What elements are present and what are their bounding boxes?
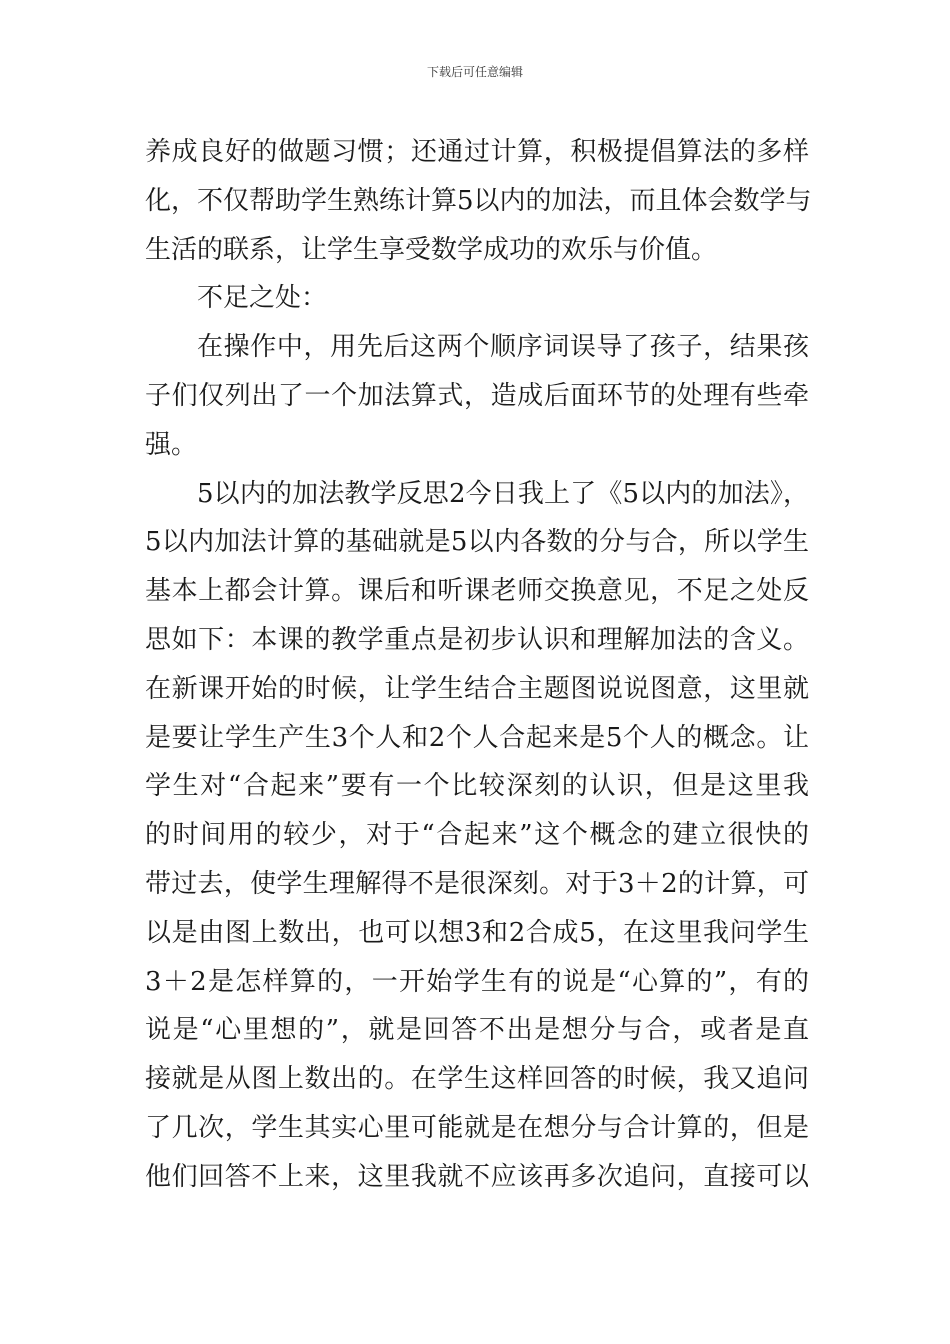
text-line: 在新课开始的时候，让学生结合主题图说说图意，这里就: [145, 673, 809, 704]
document-body: [145, 128, 812, 1202]
text-line: 不足之处：: [197, 283, 328, 314]
text-line: 化，不仅帮助学生熟练计算5以内的加法，而且体会数学与: [145, 185, 812, 216]
text-line: 学生对“合起来”要有一个比较深刻的认识，但是这里我: [145, 771, 809, 802]
text-line: 思如下：本课的教学重点是初步认识和理解加法的含义。: [145, 624, 809, 655]
text-line: 强。: [145, 429, 198, 460]
text-line: 接就是从图上数出的。在学生这样回答的时候，我又追问: [145, 1064, 809, 1095]
text-line: 生活的联系，让学生享受数学成功的欢乐与价值。: [145, 234, 718, 265]
text-line: 基本上都会计算。课后和听课老师交换意见，不足之处反: [145, 576, 809, 607]
text-line: 子们仅列出了一个加法算式，造成后面环节的处理有些牵: [145, 380, 809, 411]
text-line: 5以内的加法教学反思2今日我上了《5以内的加法》，: [197, 478, 809, 509]
text-line: 以是由图上数出，也可以想3和2合成5，在这里我问学生: [145, 917, 809, 948]
text-line: 养成良好的做题习惯；还通过计算，积极提倡算法的多样: [145, 137, 809, 167]
text-line: 他们回答不上来，这里我就不应该再多次追问，直接可以: [145, 1161, 809, 1192]
page-header: 下载后可任意编辑: [426, 65, 523, 79]
text-line: 在操作中，用先后这两个顺序词误导了孩子，结果孩: [197, 332, 809, 363]
text-line: 了几次，学生其实心里可能就是在想分与合计算的，但是: [145, 1112, 809, 1143]
text-line: 的时间用的较少，对于“合起来”这个概念的建立很快的: [145, 820, 809, 851]
text-line: 是要让学生产生3个人和2个人合起来是5个人的概念。让: [145, 722, 809, 753]
text-line: 3＋2是怎样算的，一开始学生有的说是“心算的”，有的: [145, 966, 809, 997]
text-line: 说是“心里想的”，就是回答不出是想分与合，或者是直: [145, 1015, 809, 1046]
text-line: 5以内加法计算的基础就是5以内各数的分与合，所以学生: [145, 527, 809, 558]
text-line: 带过去，使学生理解得不是很深刻。对于3＋2的计算，可: [145, 868, 809, 899]
